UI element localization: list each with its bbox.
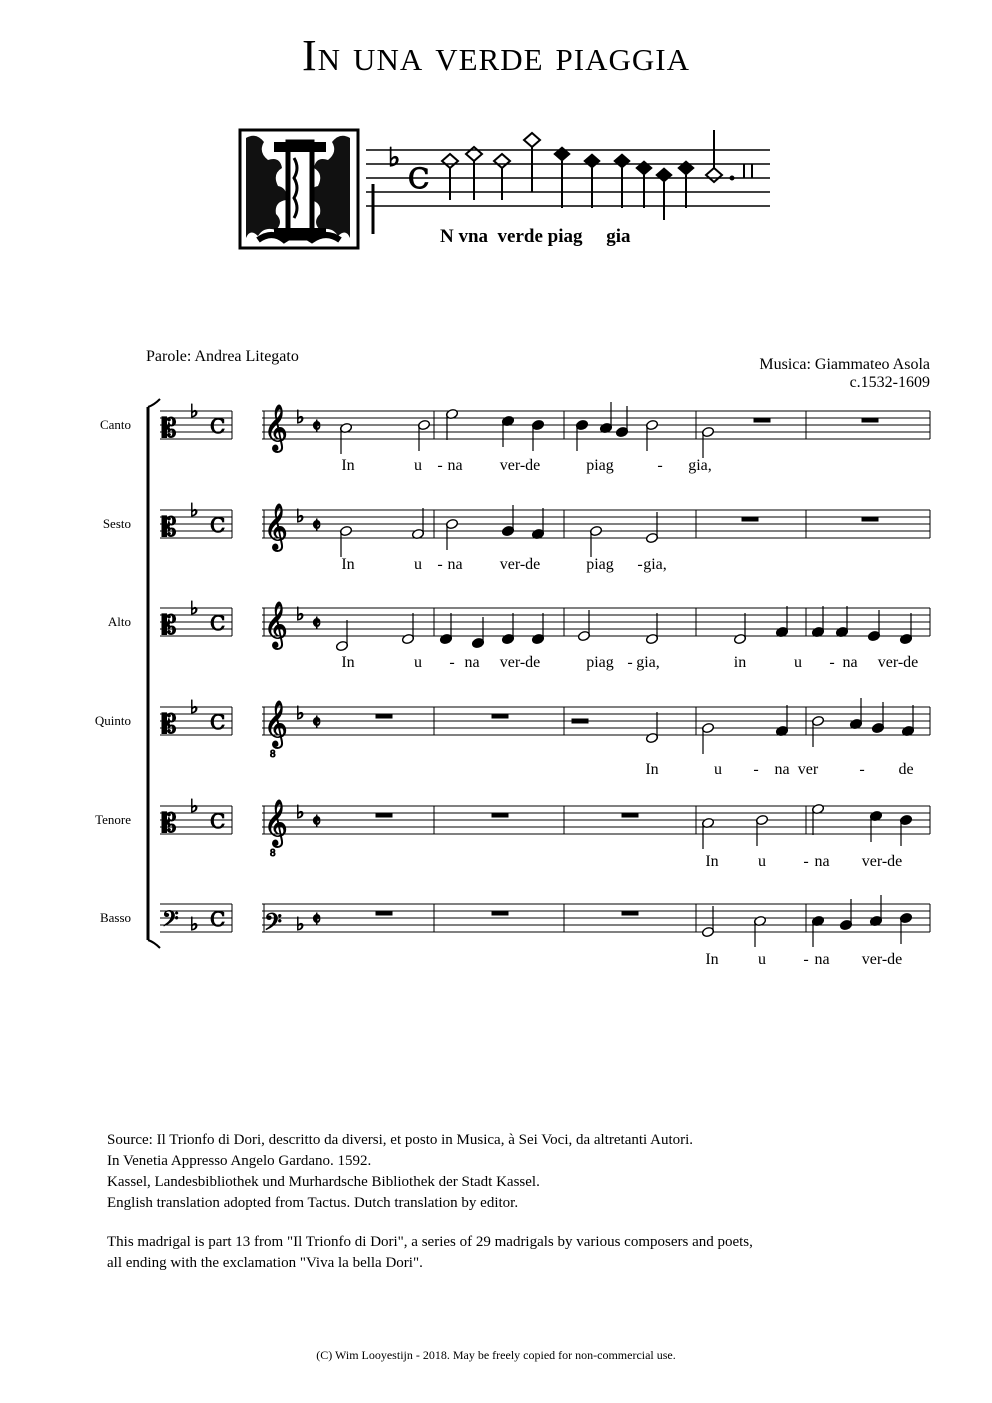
lyric-syllable: na xyxy=(814,951,830,968)
lyric-syllable: In xyxy=(645,761,659,778)
treble-clef-icon: 𝄞 xyxy=(264,602,288,648)
lyric-syllable: ver-de xyxy=(861,853,903,870)
lyric-syllable: na xyxy=(774,761,790,778)
lyric-syllable: In xyxy=(341,556,355,573)
description-line: This madrigal is part 13 from "Il Trionfo di Dori", a series of 29 madrigals by various composers and poets, xyxy=(107,1234,753,1250)
voice-label: Alto xyxy=(107,614,131,629)
lyric-syllable: gia, xyxy=(636,654,660,671)
page-title: In una verde piaggia xyxy=(302,31,690,80)
lyric-syllable: piag xyxy=(586,654,614,671)
note xyxy=(899,814,912,846)
common-time-icon: C xyxy=(210,513,226,537)
composer-name: Musica: Giammateo Asola xyxy=(759,356,930,373)
flat-icon: ♭ xyxy=(190,796,199,817)
lyric-syllable: ver-de xyxy=(861,951,903,968)
bass-clef-icon: 𝄢 xyxy=(162,907,179,937)
bass-clef-icon: 𝄢 xyxy=(264,908,283,941)
lyric-syllable: piag xyxy=(586,556,614,573)
whole-rest xyxy=(622,813,638,817)
lyric-syllable: - xyxy=(753,761,759,778)
incipit-text: N vna verde piag gia xyxy=(440,226,631,247)
note xyxy=(445,408,458,440)
lyric-syllable: u xyxy=(714,761,722,778)
whole-rest xyxy=(754,418,770,422)
note xyxy=(755,814,768,846)
lyricist-credit: Parole: Andrea Litegato xyxy=(146,348,299,365)
note xyxy=(811,715,824,747)
svg-text:♭: ♭ xyxy=(388,143,401,173)
treble-clef-icon: 𝄞 xyxy=(264,405,288,451)
cut-time-icon: 𝄵 xyxy=(312,611,321,635)
lyric-syllable: u xyxy=(758,951,766,968)
lyric-syllable: ver-de xyxy=(499,556,541,573)
common-time-icon: C xyxy=(210,809,226,833)
cut-time-icon: 𝄵 xyxy=(312,907,321,931)
bracket-top-hook xyxy=(148,399,160,407)
flat-icon: ♭ xyxy=(190,697,199,718)
note xyxy=(575,419,588,451)
source-line: Kassel, Landesbibliothek und Murhardsche Bibliothek der Stadt Kassel. xyxy=(107,1174,540,1190)
svg-text:C: C xyxy=(408,162,430,195)
lyric-syllable: na xyxy=(447,556,463,573)
note xyxy=(701,722,714,754)
whole-rest xyxy=(492,911,508,915)
voice-label: Tenore xyxy=(95,812,131,827)
whole-rest xyxy=(862,418,878,422)
lyric-syllable: - xyxy=(803,951,809,968)
lyric-syllable: - xyxy=(803,853,809,870)
c-clef-icon: 𝄡 xyxy=(162,414,177,444)
lyric-syllable: - xyxy=(449,654,455,671)
cut-time-icon: 𝄵 xyxy=(312,414,321,438)
note xyxy=(701,426,714,458)
note xyxy=(501,415,514,447)
lyric-syllable: - xyxy=(859,761,865,778)
c-clef-icon: 𝄡 xyxy=(162,611,177,641)
cut-time-icon: 𝄵 xyxy=(312,710,321,734)
c-clef-icon: 𝄡 xyxy=(162,710,177,740)
note xyxy=(645,419,658,451)
voice-label: Sesto xyxy=(102,516,131,531)
copyright-notice: (C) Wim Looyestijn - 2018. May be freely copied for non-commercial use. xyxy=(316,1348,676,1362)
octave-mark-icon: 8 xyxy=(270,748,276,760)
treble-clef-icon: 𝄞 xyxy=(264,504,288,550)
lyric-syllable: - xyxy=(657,457,663,474)
c-clef-icon: 𝄡 xyxy=(162,809,177,839)
lyric-syllable: - xyxy=(637,556,643,573)
lyric-syllable: na xyxy=(447,457,463,474)
whole-rest xyxy=(622,911,638,915)
lyric-syllable: ver-de xyxy=(499,654,541,671)
note xyxy=(899,912,912,944)
flat-icon: ♭ xyxy=(190,401,199,422)
voice-label: Canto xyxy=(99,417,131,432)
source-notes xyxy=(107,1130,927,1274)
voice-label: Basso xyxy=(99,910,131,925)
flat-icon: ♭ xyxy=(190,500,199,521)
lyric-syllable: u xyxy=(758,853,766,870)
c-clef-icon: 𝄡 xyxy=(162,513,177,543)
flat-icon: ♭ xyxy=(296,407,305,428)
lyric-syllable: u xyxy=(414,654,422,671)
whole-rest xyxy=(376,714,392,718)
lyric-syllable: - xyxy=(829,654,835,671)
lyric-syllable: In xyxy=(341,654,355,671)
lyric-syllable: na xyxy=(814,853,830,870)
note xyxy=(531,419,544,451)
flat-icon: ♭ xyxy=(296,914,305,935)
note xyxy=(811,915,824,947)
lyric-syllable: u xyxy=(414,556,422,573)
whole-rest xyxy=(376,813,392,817)
lyric-syllable: In xyxy=(705,951,719,968)
note xyxy=(589,525,602,557)
note xyxy=(417,419,430,451)
lyric-syllable: ver-de xyxy=(877,654,919,671)
note xyxy=(339,525,352,557)
common-time-icon: C xyxy=(210,907,226,931)
whole-rest xyxy=(376,911,392,915)
source-line: English translation adopted from Tactus. Dutch translation by editor. xyxy=(107,1195,519,1211)
note xyxy=(753,915,766,947)
note xyxy=(445,518,458,550)
common-time-icon: C xyxy=(210,710,226,734)
cut-time-icon: 𝄵 xyxy=(312,809,321,833)
lyric-syllable: in xyxy=(733,654,747,671)
description-line: all ending with the exclamation "Viva la bella Dori". xyxy=(107,1255,423,1271)
octave-mark-icon: 8 xyxy=(270,847,276,859)
lyric-syllable: - xyxy=(437,457,443,474)
lyric-syllable: u xyxy=(794,654,802,671)
lyric-syllable: gia, xyxy=(688,457,712,474)
lyric-syllable: ver xyxy=(797,761,819,778)
treble-clef-icon: 𝄞 xyxy=(264,800,288,846)
cut-time-icon: 𝄵 xyxy=(312,513,321,537)
lyric-syllable: In xyxy=(705,853,719,870)
flat-icon: ♭ xyxy=(296,506,305,527)
note xyxy=(869,810,882,842)
flat-icon: ♭ xyxy=(190,598,199,619)
common-time-icon: C xyxy=(210,611,226,635)
note xyxy=(811,803,824,835)
lyric-syllable: na xyxy=(464,654,480,671)
whole-rest xyxy=(492,813,508,817)
lyric-syllable: gia, xyxy=(643,556,667,573)
note xyxy=(701,817,714,849)
flat-icon: ♭ xyxy=(296,604,305,625)
composer-dates: c.1532-1609 xyxy=(849,374,930,391)
flat-icon: ♭ xyxy=(190,914,199,935)
whole-rest xyxy=(492,714,508,718)
whole-rest xyxy=(742,517,758,521)
lyric-syllable: - xyxy=(627,654,633,671)
lyric-syllable: piag xyxy=(586,457,614,474)
bracket-bottom-hook xyxy=(148,940,160,948)
lyric-syllable: - xyxy=(437,556,443,573)
flat-icon: ♭ xyxy=(296,703,305,724)
lyric-syllable: na xyxy=(842,654,858,671)
lyric-syllable: ver-de xyxy=(499,457,541,474)
voice-label: Quinto xyxy=(94,713,131,728)
lyric-syllable: u xyxy=(414,457,422,474)
common-time-icon: C xyxy=(210,414,226,438)
flat-icon: ♭ xyxy=(296,802,305,823)
lyric-syllable: In xyxy=(341,457,355,474)
source-line: In Venetia Appresso Angelo Gardano. 1592. xyxy=(107,1153,372,1169)
source-line: Source: Il Trionfo di Dori, descritto da diversi, et posto in Musica, à Sei Voci, da altretanti Autori. xyxy=(107,1132,694,1148)
half-rest xyxy=(572,719,588,723)
whole-rest xyxy=(862,517,878,521)
treble-clef-icon: 𝄞 xyxy=(264,701,288,747)
lyric-syllable: de xyxy=(898,761,914,778)
note xyxy=(339,422,352,454)
